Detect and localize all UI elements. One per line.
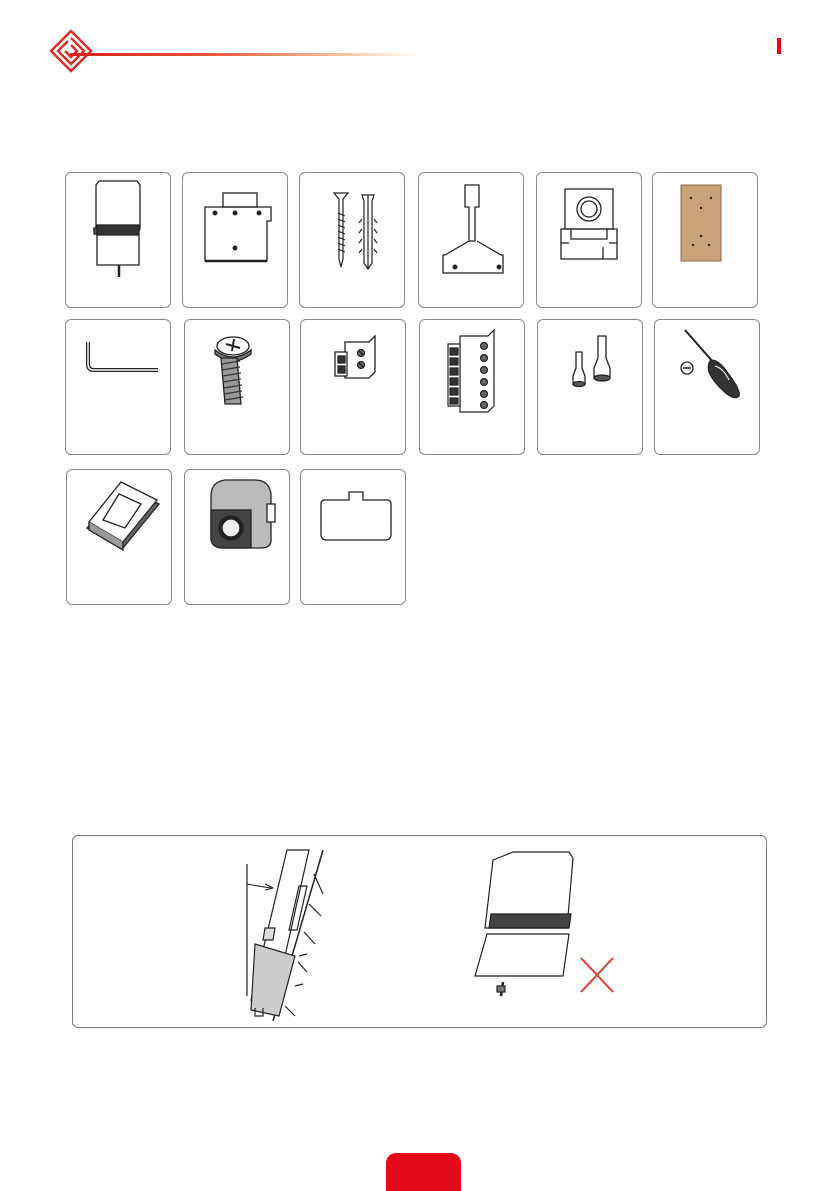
package-item-ferrules	[537, 319, 643, 455]
wall-bracket-icon	[183, 173, 289, 309]
red-cross-icon	[581, 958, 613, 992]
tilted-wall-mount-icon	[247, 850, 323, 1021]
diamond-spiral-logo-icon	[48, 28, 94, 74]
page-number-tab	[386, 1153, 461, 1191]
forward-tilt-icon	[475, 852, 573, 996]
drilling-template-icon	[653, 173, 759, 309]
meter-bracket-icon	[419, 173, 525, 309]
m5-screw-icon	[185, 320, 291, 456]
package-item-ct-clamp	[536, 172, 642, 308]
ferrules-icon	[538, 320, 644, 456]
package-item-screwdriver	[654, 319, 760, 455]
package-item-expansion-screws	[299, 172, 405, 308]
two-pin-terminal-icon	[301, 320, 407, 456]
package-item-cover-plate	[300, 469, 406, 605]
package-item-two-pin-terminal	[300, 319, 406, 455]
package-item-wifi-dongle	[184, 469, 290, 605]
wifi-dongle-icon	[185, 470, 291, 606]
documents-icon	[67, 470, 173, 606]
page-header	[0, 0, 839, 80]
hex-key-icon	[66, 320, 172, 456]
package-item-documents	[66, 469, 172, 605]
package-item-drilling-template	[652, 172, 758, 308]
inverter-icon	[66, 173, 172, 309]
installation-figure-box	[72, 835, 767, 1028]
installation-figure	[73, 836, 768, 1029]
expansion-screws-icon	[300, 173, 406, 309]
package-item-six-pin-terminal	[419, 319, 525, 455]
header-divider	[70, 53, 415, 56]
six-pin-terminal-icon	[420, 320, 526, 456]
ct-clamp-icon	[537, 173, 643, 309]
header-accent-mark	[777, 38, 781, 54]
package-item-wall-bracket	[182, 172, 288, 308]
package-item-hex-key	[65, 319, 171, 455]
package-item-m5-screw	[184, 319, 290, 455]
package-item-meter-bracket	[418, 172, 524, 308]
cover-plate-icon	[301, 470, 407, 606]
screwdriver-icon	[655, 320, 761, 456]
package-item-inverter	[65, 172, 171, 308]
